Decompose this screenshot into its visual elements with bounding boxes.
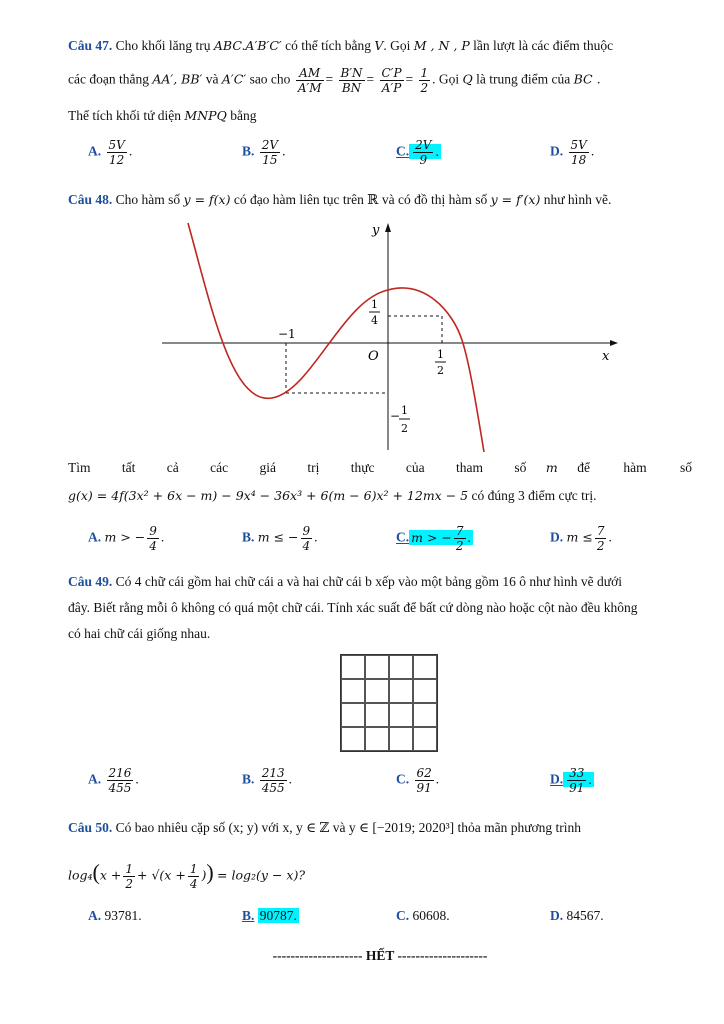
q47-option-c[interactable]: C. $\frac{2V}{9}$ . <box>396 138 439 167</box>
q49-option-d[interactable]: D. $\frac{33}{91}$ . <box>550 766 592 795</box>
q48-prompt-line: Tìm tất cả các giá trị thực của tham số m để hàm số <box>68 460 692 475</box>
q49-line1: Câu 49. Có 4 chữ cái gồm hai chữ cái a và hai chữ cái b xếp vào một bảng gồm 16 ô như hình vẽ dưới <box>68 574 622 589</box>
q49-option-b[interactable]: B. $\frac{213}{455}$ . <box>242 766 293 795</box>
y-label: y <box>372 223 380 238</box>
q50-option-d[interactable]: D. 84567. <box>550 908 604 923</box>
derivative-graph <box>162 220 622 452</box>
x-axis-arrow <box>610 340 618 346</box>
q48-line1: Câu 48. Cho hàm số y = f(x) có đạo hàm liên tục trên ℝ và có đồ thị hàm số y = f′(x) như hình vẽ. <box>68 192 612 207</box>
derivative-curve <box>188 223 484 452</box>
q50-option-c[interactable]: C. 60608. <box>396 908 450 923</box>
tick-xhalf-den: 2 <box>437 364 444 377</box>
tick-yhalf-num: 1 <box>401 404 408 417</box>
q50-option-b[interactable]: B. 90787. <box>242 908 297 923</box>
q48-option-b[interactable]: B. m ≤ − $\frac{9}{4}$ . <box>242 524 318 553</box>
q47-line1: Câu 47. Cho khối lăng trụ ABC.A′B′C′ có thể tích bằng V. Gọi M , N , P lần lượt là các điểm thuộc <box>68 38 614 53</box>
q47-option-d[interactable]: D. $\frac{5V}{18}$ . <box>550 138 595 167</box>
q47-label: Câu 47. <box>68 38 113 53</box>
ratio-am: $\frac{AM}{A'M}$ <box>297 66 322 95</box>
q50-option-a[interactable]: A. 93781. <box>88 908 142 923</box>
tick-neg1: −1 <box>278 327 296 341</box>
q47-line2: các đoạn thẳng AA′, BB′ và A′C′ sao cho $\frac{AM}{A'M}$ = $\frac{B'N}{BN}$ = $\frac{C'P}{A'P}$ = $\frac{1}{2}$ . Gọi Q là trung điểm của BC . <box>68 66 601 95</box>
y-axis-arrow <box>385 223 391 232</box>
x-label: x <box>602 349 610 364</box>
q48-option-c[interactable]: C. m > − $\frac{7}{2}$ . <box>396 524 471 553</box>
origin-label: O <box>368 349 379 364</box>
q49-option-c[interactable]: C. $\frac{62}{91}$ . <box>396 766 440 795</box>
ratio-cp: $\frac{C'P}{A'P}$ <box>381 66 402 95</box>
tick-xhalf-num: 1 <box>437 348 444 361</box>
q48-option-a[interactable]: A. m > − $\frac{9}{4}$ . <box>88 524 165 553</box>
q47-option-b[interactable]: B. $\frac{2V}{15}$ . <box>242 138 286 167</box>
q48-label: Câu 48. <box>68 192 113 207</box>
ratio-bn: $\frac{B'N}{BN}$ <box>340 66 363 95</box>
ratio-half: $\frac{1}{2}$ <box>420 66 429 95</box>
q49-line3: có hai chữ cái giống nhau. <box>68 626 211 641</box>
q48-option-d[interactable]: D. m ≤ $\frac{7}{2}$ . <box>550 524 612 553</box>
q50-line1: Câu 50. Có bao nhiêu cặp số (x; y) với x, y ∈ ℤ và y ∈ [−2019; 2020³] thỏa mãn phương trình <box>68 820 582 835</box>
q49-label: Câu 49. <box>68 574 113 589</box>
q48-g-line: g(x) = 4f(3x² + 6x − m) − 9x⁴ − 36x³ + 6(m − 6)x² + 12mx − 5 có đúng 3 điểm cực trị. <box>68 488 597 503</box>
tick-yhalf-den: 2 <box>401 422 408 435</box>
end-marker: -------------------- HẾT -------------------- <box>272 948 488 963</box>
q50-label: Câu 50. <box>68 820 113 835</box>
tick-quarter-num: 1 <box>371 298 378 311</box>
tick-quarter-den: 4 <box>371 314 378 327</box>
tick-yhalf-minus: − <box>390 409 401 423</box>
q49-line2: đây. Biết rằng mỗi ô không có quá một chữ cái. Tính xác suất để bất cứ dòng nào hoặc cột nào đều không <box>68 600 638 615</box>
board-grid <box>340 654 438 752</box>
q47-line3: Thể tích khối tứ diện MNPQ bằng <box>68 108 257 123</box>
q50-equation: log₄(x + $\frac{1}{2}$ + √(x + $\frac{1}{4}$ )) = log₂(y − x)? <box>68 859 306 891</box>
q49-option-a[interactable]: A. $\frac{216}{455}$ . <box>88 766 139 795</box>
q47-option-a[interactable]: A. $\frac{5V}{12}$ . <box>88 138 133 167</box>
